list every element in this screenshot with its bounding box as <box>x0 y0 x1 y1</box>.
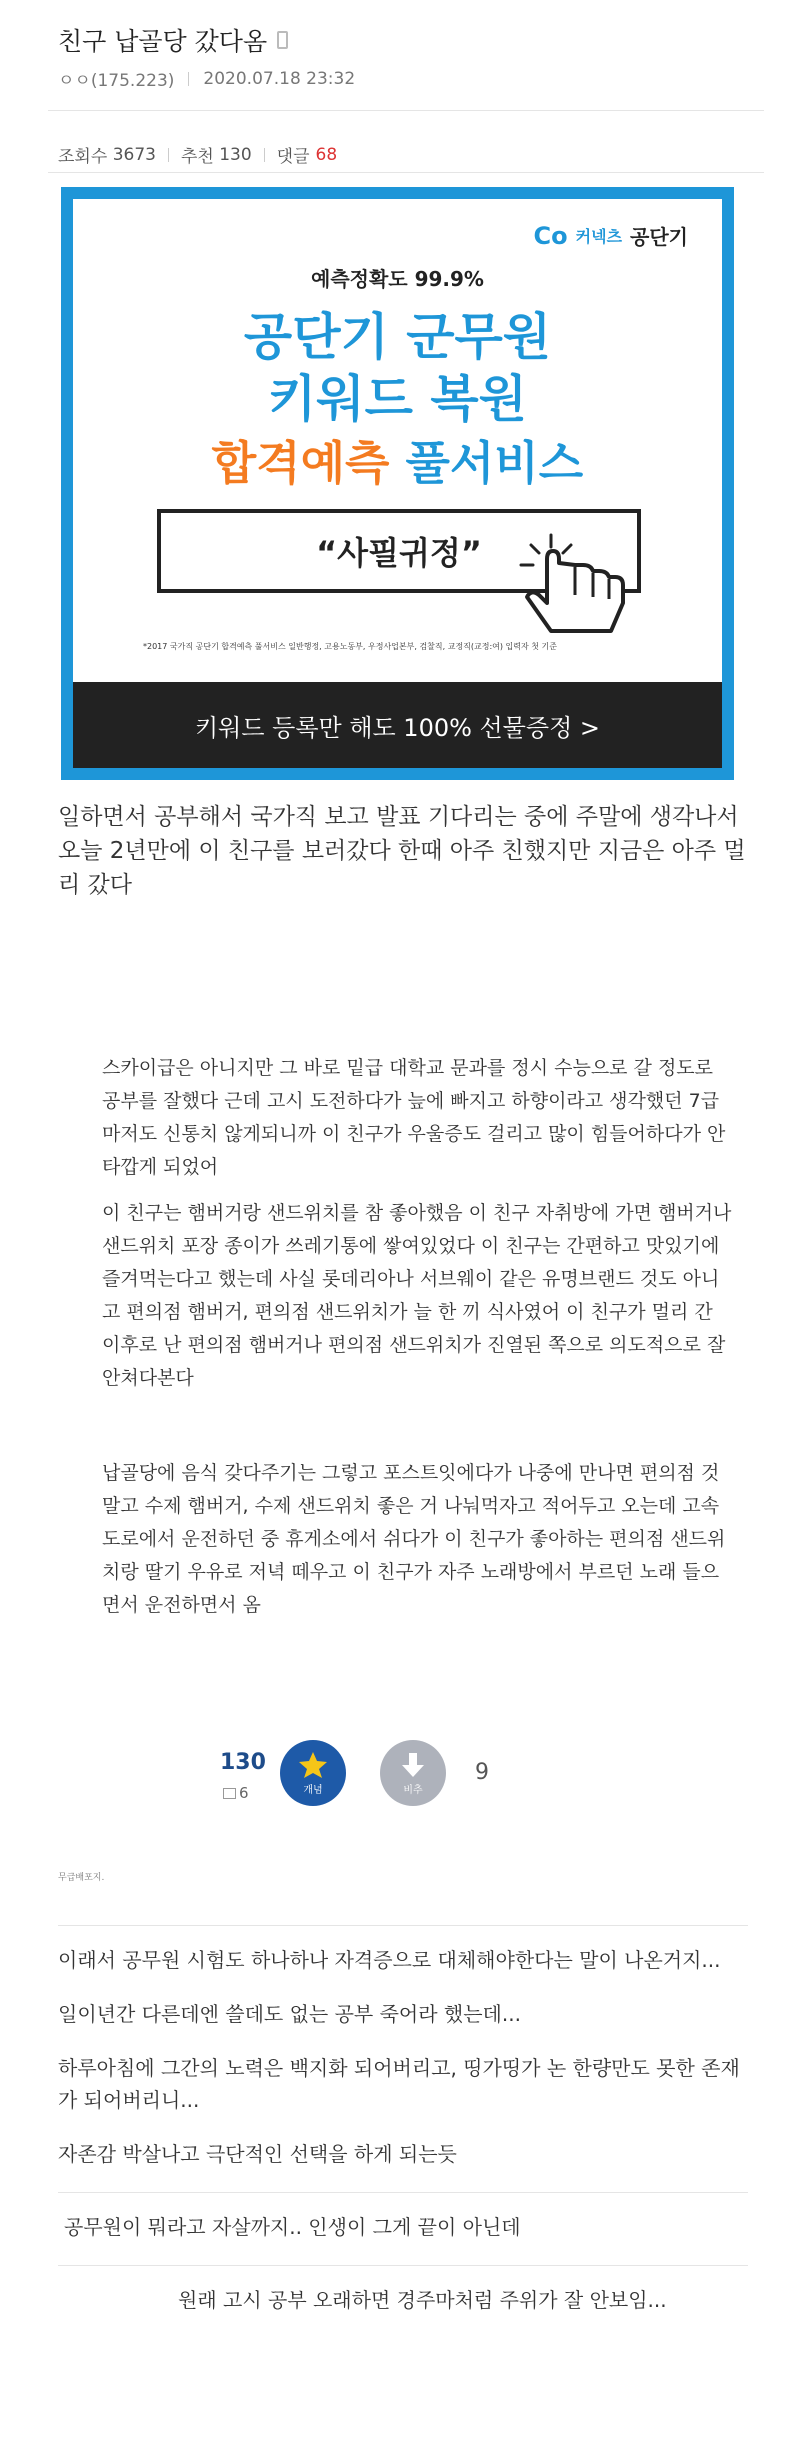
brand-name: 공단기 <box>630 225 688 249</box>
thumbs-down-arrow-icon <box>400 1751 426 1779</box>
banner-headline-1: 공단기 군무원 <box>243 308 552 366</box>
recommend-count: 130 <box>219 144 252 165</box>
downvote-label: 비추 <box>403 1784 423 1796</box>
brand <box>534 221 688 250</box>
headline-blue: 풀서비스 <box>405 436 584 490</box>
stats-separator <box>168 148 169 162</box>
comment-item: 이래서 공무원 시험도 하나하나 자격증으로 대체해야한다는 말이 나온거지... <box>58 1948 721 1972</box>
divider <box>48 172 764 173</box>
views-label: 조회수 <box>58 147 108 167</box>
post-title-text: 친구 납골당 갔다옴 <box>58 27 268 56</box>
banner-cta-button[interactable]: 키워드 등록만 해도 100% 선물증정 > <box>73 682 722 768</box>
post-meta <box>58 66 355 91</box>
hand-pointer-icon <box>513 533 643 643</box>
post-paragraph-1: 스카이급은 아니지만 그 바로 밑급 대학교 문과를 정시 수능으로 갈 정도로 공부를 잘했다 근데 고시 도전하다가 늪에 빠지고 하향이라고 생각했던 7급마저도 신통치 않게되니까 이 친구가 우울증도 걸리고 많이 힘들어하다가 안타깝게 되었어 <box>102 1057 726 1178</box>
views-count: 3673 <box>112 144 156 165</box>
downvote-count: 9 <box>475 1760 489 1785</box>
tiny-note: 무급배포지. <box>58 1873 105 1883</box>
upvote-sub <box>223 1784 249 1802</box>
ad-banner[interactable] <box>61 187 734 780</box>
comment-list <box>58 1925 748 2338</box>
comments-label[interactable]: 댓글 <box>276 147 310 167</box>
comment-item: 원래 고시 공부 오래하면 경주마처럼 주위가 잘 안보임... <box>178 2288 667 2312</box>
meta-separator <box>188 72 189 86</box>
divider <box>58 2192 748 2193</box>
recommend-label: 추천 <box>180 147 214 167</box>
author[interactable]: ㅇㅇ(175.223) <box>58 71 175 91</box>
comment-item: 자존감 박살나고 극단적인 선택을 하게 되는듯 <box>58 2142 457 2166</box>
star-icon <box>298 1751 328 1779</box>
banner-footnote: *2017 국가직 공단기 합격예측 풀서비스 일반행정, 고용노동부, 우정사업본부, 검찰직, 교정직(교정:여) 입력자 첫 기준 <box>143 642 558 651</box>
ad-banner-inner <box>73 199 722 768</box>
comments-count[interactable]: 68 <box>315 144 338 165</box>
divider <box>48 110 764 111</box>
divider <box>58 2265 748 2266</box>
comment-item: 공무원이 뭐라고 자살까지.. 인생이 그게 끝이 아닌데 <box>64 2215 521 2239</box>
accuracy-text: 예측정확도 99.9% <box>311 267 484 291</box>
brand-sub: 커넥츠 <box>575 227 623 246</box>
stats-separator <box>264 148 265 162</box>
vote-panel <box>220 1740 520 1840</box>
banner-headline-2: 키워드 복원 <box>268 370 527 428</box>
comment-item: 하루아침에 그간의 노력은 백지화 되어버리고, 띵가띵가 논 한량만도 못한 존재가 되어버리니... <box>58 2056 740 2112</box>
headline-orange: 합격예측 <box>211 436 390 490</box>
upvote-label: 개념 <box>303 1784 323 1796</box>
quote-box: “사필귀정” <box>157 509 641 593</box>
downvote-button[interactable] <box>380 1740 446 1806</box>
banner-headline-3 <box>73 427 722 493</box>
upvote-count: 130 <box>220 1750 266 1775</box>
post-stats <box>58 142 337 167</box>
comment-item: 일이년간 다른데엔 쓸데도 없는 공부 죽어라 했는데... <box>58 2002 521 2026</box>
mobile-icon <box>277 31 288 49</box>
post-paragraph-3: 납골당에 음식 갖다주기는 그렇고 포스트잇에다가 나중에 만나면 편의점 것말고 수제 햄버거, 수제 샌드위치 좋은 거 나눠먹자고 적어두고 오는데 고속도로에서 운전하던 중 휴게소에서 쉬다가 이 친구가 좋아하는 편의점 샌드위치랑 딸기 우유로 저녁 떼우고 이 친구가 자주 노래방에서 부르던 노래 들으면서 운전하면서 옴 <box>102 1462 726 1616</box>
post-title <box>58 22 288 58</box>
divider <box>58 1925 748 1926</box>
post-datetime: 2020.07.18 23:32 <box>203 68 356 89</box>
brand-logo: Co <box>533 221 568 250</box>
post-intro: 일하면서 공부해서 국가직 보고 발표 기다리는 중에 주말에 생각나서 오늘 2년만에 이 친구를 보러갔다 한때 아주 친했지만 지금은 아주 멀리 갔다 <box>58 804 746 898</box>
post-paragraph-2: 이 친구는 햄버거랑 샌드위치를 참 좋아했음 이 친구 자취방에 가면 햄버거나 샌드위치 포장 종이가 쓰레기통에 쌓여있었다 이 친구는 간편하고 맛있기에 즐겨먹는다고 했는데 사실 롯데리아나 서브웨이 같은 유명브랜드 것도 아니고 편의점 햄버거, 편의점 샌드위치가 늘 한 끼 식사였어 이 친구가 멀리 간 이후로 난 편의점 햄버거나 편의점 샌드위치가 진열된 쪽으로 의도적으로 잘 안쳐다본다 <box>102 1202 732 1389</box>
upvote-sub-count: 6 <box>239 1784 249 1802</box>
comment-box-icon <box>223 1788 236 1799</box>
upvote-button[interactable] <box>280 1740 346 1806</box>
